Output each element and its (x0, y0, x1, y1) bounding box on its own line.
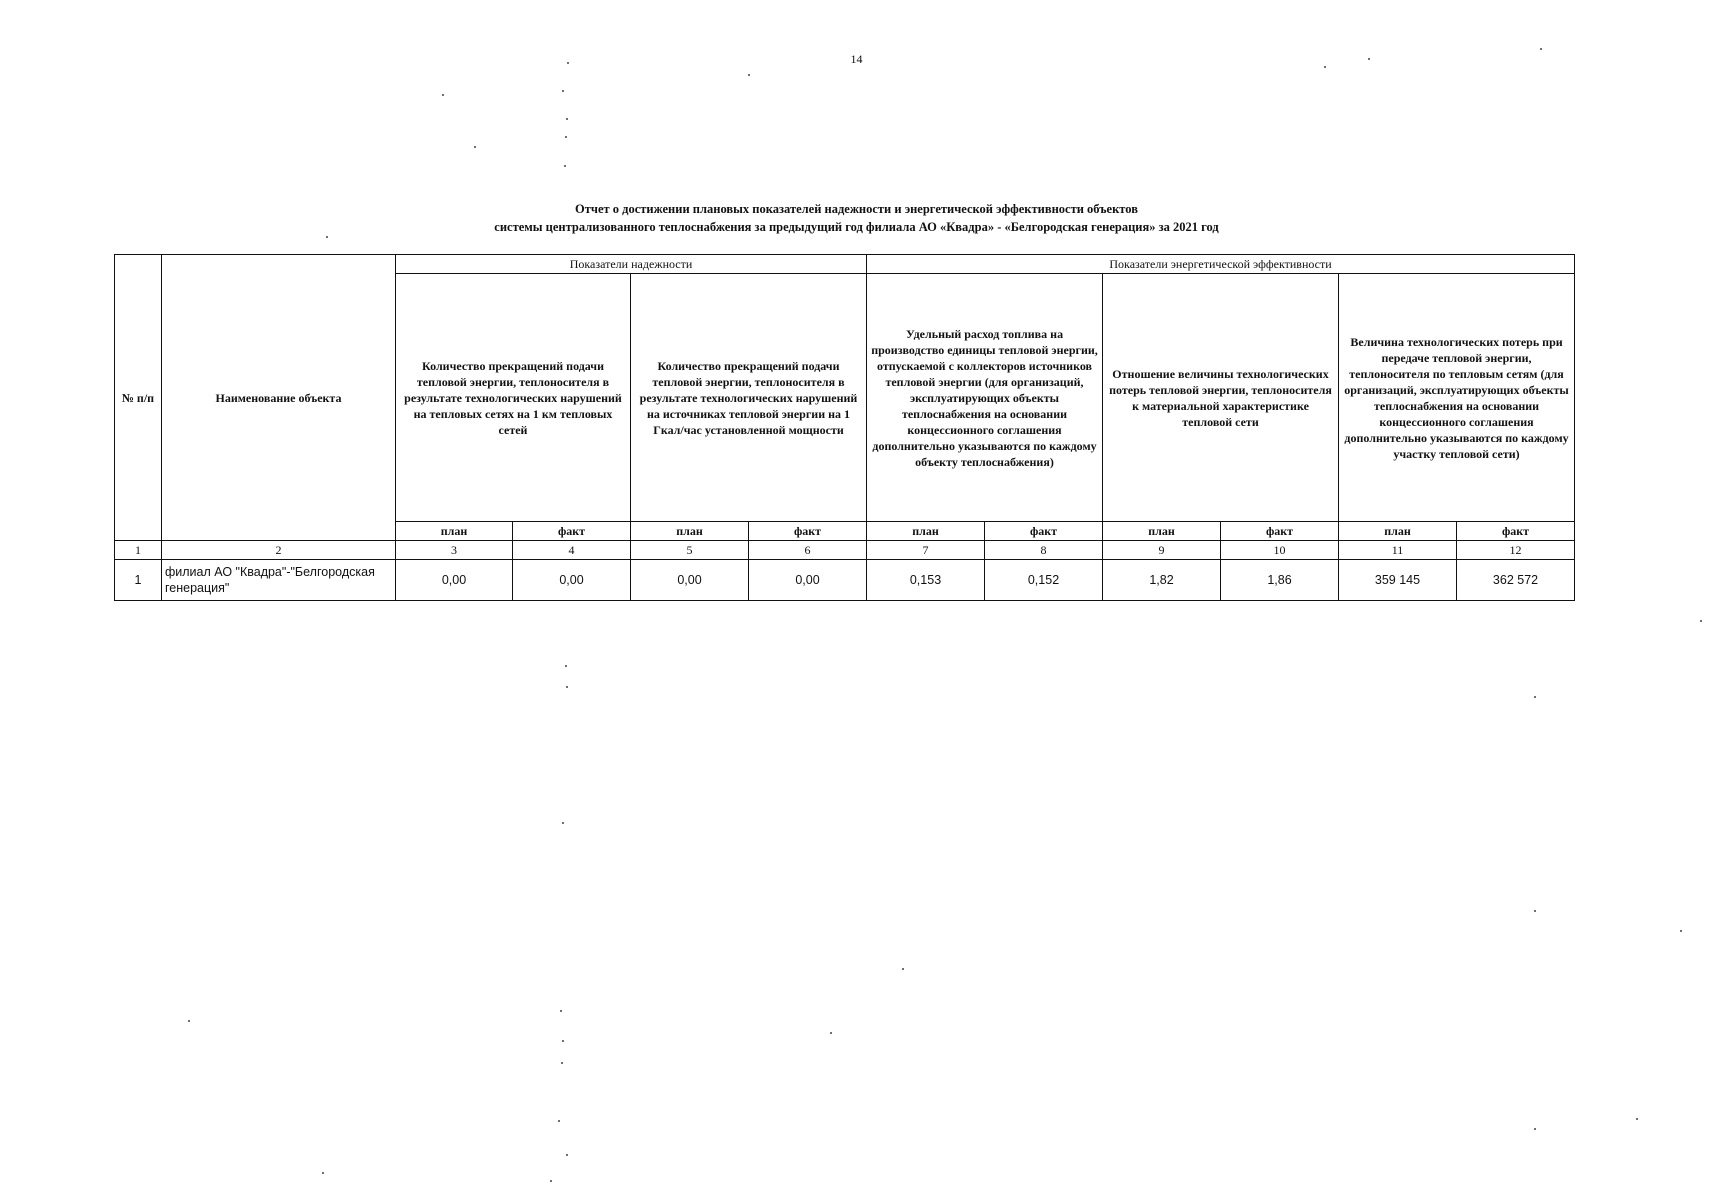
report-table (114, 254, 1575, 601)
scan-speck (442, 94, 444, 96)
scan-speck (1534, 696, 1536, 698)
header-technological-losses: Величина технологических потерь при передаче тепловой энергии, теплоносителя по тепловым сетям (для организаций, эксплуатирующих объекты теплоснабжения на основании концессионного соглашения дополнительно указываются по каждому участку тепловой сети) (1339, 274, 1575, 522)
plan-label: план (631, 522, 749, 541)
column-number: 6 (749, 541, 867, 560)
plan-label: план (1103, 522, 1221, 541)
report-title-line-2: системы централизованного теплоснабжения за предыдущий год филиала АО «Квадра» - «Белгородская генерация» за 2021 год (494, 220, 1219, 234)
column-number: 7 (867, 541, 985, 560)
column-number: 3 (396, 541, 513, 560)
column-number: 12 (1457, 541, 1575, 560)
technological-losses-fact: 362 572 (1457, 560, 1575, 601)
column-number: 11 (1339, 541, 1457, 560)
scan-speck (322, 1172, 324, 1174)
report-title-line-1: Отчет о достижении плановых показателей надежности и энергетической эффективности объектов (575, 202, 1138, 216)
column-number: 2 (162, 541, 396, 560)
scan-speck (567, 62, 569, 64)
scan-speck (326, 236, 328, 238)
row-num: 1 (115, 560, 162, 601)
scan-speck (560, 1010, 562, 1012)
column-number: 9 (1103, 541, 1221, 560)
fact-label: факт (1457, 522, 1575, 541)
scan-speck (565, 665, 567, 667)
plan-label: план (396, 522, 513, 541)
header-num: № п/п (115, 255, 162, 541)
page-number: 14 (850, 52, 863, 66)
table-row (115, 560, 1575, 601)
scan-speck (188, 1020, 190, 1022)
fact-label: факт (513, 522, 631, 541)
scan-speck (1680, 930, 1682, 932)
scan-speck (561, 1062, 563, 1064)
scan-speck (562, 1040, 564, 1042)
column-number: 5 (631, 541, 749, 560)
column-number: 10 (1221, 541, 1339, 560)
plan-label: план (867, 522, 985, 541)
fact-label: факт (1221, 522, 1339, 541)
network-interruptions-plan: 0,00 (396, 560, 513, 601)
scan-speck (1368, 58, 1370, 60)
column-number-row (115, 541, 1575, 560)
column-number: 1 (115, 541, 162, 560)
group-reliability: Показатели надежности (396, 255, 867, 274)
plan-label: план (1339, 522, 1457, 541)
scan-speck (474, 146, 476, 148)
header-specific-fuel-consumption: Удельный расход топлива на производство единицы тепловой энергии, отпускаемой с коллекторов источников тепловой энергии (для организаций, эксплуатирующих объекты теплоснабжения на основании концессионного соглашения дополнительно указываются по каждому объекту теплоснабжения) (867, 274, 1103, 522)
scan-speck (562, 822, 564, 824)
scan-speck (1534, 910, 1536, 912)
scan-speck (565, 136, 567, 138)
scan-speck (550, 1180, 552, 1182)
scan-speck (902, 968, 904, 970)
technological-losses-plan: 359 145 (1339, 560, 1457, 601)
scan-speck (1324, 66, 1326, 68)
fact-label: факт (985, 522, 1103, 541)
header-network-interruptions: Количество прекращений подачи тепловой энергии, теплоносителя в результате технологических нарушений на тепловых сетях на 1 км тепловых сетей (396, 274, 631, 522)
scan-speck (1700, 620, 1702, 622)
source-interruptions-fact: 0,00 (749, 560, 867, 601)
loss-ratio-plan: 1,82 (1103, 560, 1221, 601)
row-object-name: филиал АО "Квадра"-"Белгородская генерация" (162, 560, 396, 601)
scan-speck (564, 165, 566, 167)
scan-speck (566, 118, 568, 120)
scan-speck (558, 1120, 560, 1122)
group-header-row (115, 255, 1575, 274)
column-number: 4 (513, 541, 631, 560)
scan-speck (1636, 1118, 1638, 1120)
scan-speck (748, 74, 750, 76)
fuel-consumption-plan: 0,153 (867, 560, 985, 601)
report-title (0, 200, 1713, 236)
scan-speck (1540, 48, 1542, 50)
network-interruptions-fact: 0,00 (513, 560, 631, 601)
loss-ratio-fact: 1,86 (1221, 560, 1339, 601)
fuel-consumption-fact: 0,152 (985, 560, 1103, 601)
scan-speck (566, 686, 568, 688)
scan-speck (830, 1032, 832, 1034)
header-loss-ratio: Отношение величины технологических потерь тепловой энергии, теплоносителя к материальной характеристике тепловой сети (1103, 274, 1339, 522)
source-interruptions-plan: 0,00 (631, 560, 749, 601)
header-source-interruptions: Количество прекращений подачи тепловой энергии, теплоносителя в результате технологических нарушений на источниках тепловой энергии на 1 Гкал/час установленной мощности (631, 274, 867, 522)
header-object-name: Наименование объекта (162, 255, 396, 541)
group-efficiency: Показатели энергетической эффективности (867, 255, 1575, 274)
scan-speck (566, 1154, 568, 1156)
fact-label: факт (749, 522, 867, 541)
scan-speck (562, 90, 564, 92)
column-number: 8 (985, 541, 1103, 560)
scan-speck (1534, 1128, 1536, 1130)
